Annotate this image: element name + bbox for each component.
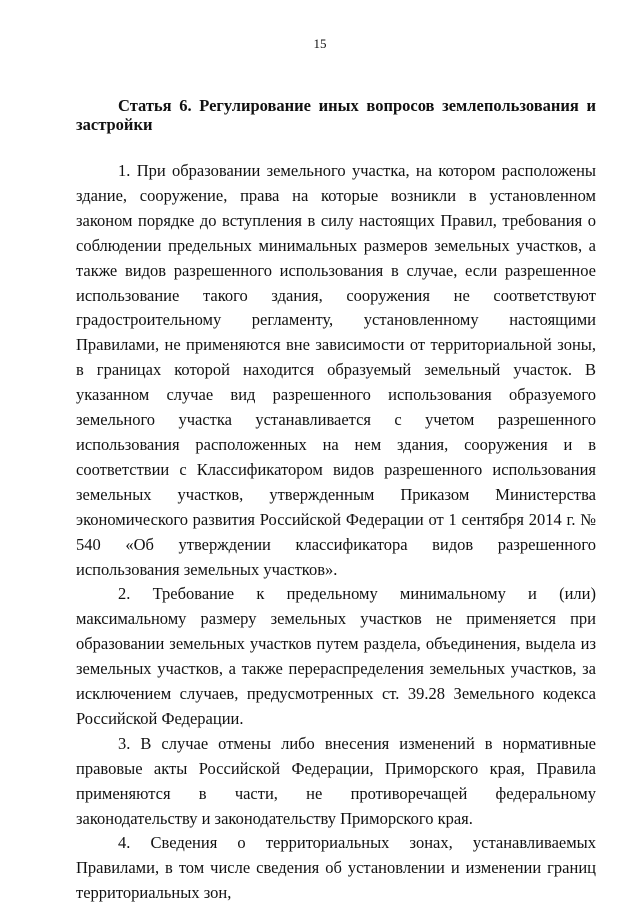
article-title: Статья 6. Регулирование иных вопросов землепользования и застройки	[76, 96, 596, 134]
paragraph-1: 1. При образовании земельного участка, на котором расположены здание, сооружение, права на которые возникли в установленном законом порядке до вступления в силу настоящих Правил, требования о соблюдении предельных минимальных размеров земельных участков, а также видов разрешенного использования в случае, если разрешенное использование такого здания, сооружения не соответствуют градостроительному регламенту, установленному настоящими Правилами, не применяются вне зависимости от территориальной зоны, в границах которой находится образуемый земельный участок. В указанном случае вид разрешенного использования образуемого земельного участка устанавливается с учетом разрешенного использования расположенных на нем здания, сооружения и в соответствии с Классификатором видов разрешенного использования земельных участков, утвержденным Приказом Министерства экономического развития Российской Федерации от 1 сентября 2014 г. № 540 «Об утверждении классификатора видов разрешенного использования земельных участков».	[76, 161, 596, 579]
page-number: 15	[313, 36, 327, 51]
paragraph-4: 4. Сведения о территориальных зонах, устанавливаемых Правилами, в том числе сведения об установлении и изменении границ территориальных зон,	[76, 833, 596, 903]
paragraph-3: 3. В случае отмены либо внесения изменений в нормативные правовые акты Российской Федерации, Приморского края, Правила применяются в части, не противоречащей федеральному законодательству и законодательству Приморского края.	[76, 733, 596, 828]
document-body	[76, 96, 596, 906]
paragraph-2: 2. Требование к предельному минимальному и (или) максимальному размеру земельных участков не применяется при образовании земельных участков путем раздела, объединения, выдела из земельных участков, а также перераспределения земельных участков, за исключением случаев, предусмотренных ст. 39.28 Земельного кодекса Российской Федерации.	[76, 584, 596, 728]
